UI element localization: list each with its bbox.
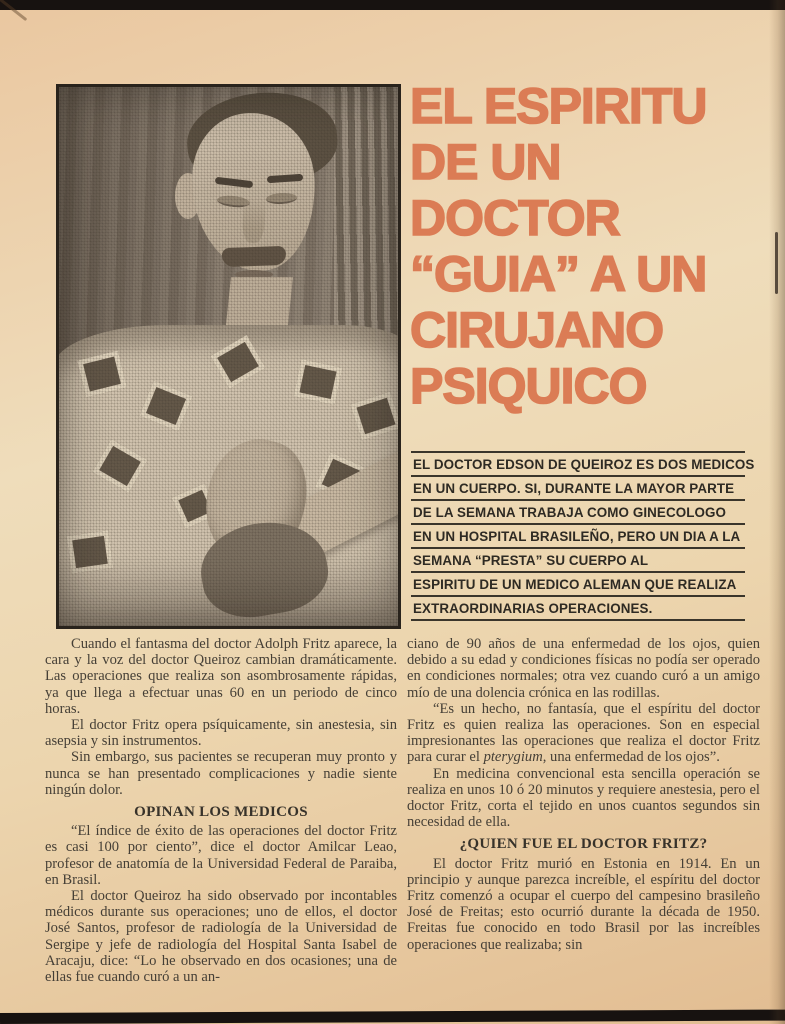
standfirst-line: EN UN CUERPO. SI, DURANTE LA MAYOR PARTE: [411, 475, 745, 499]
standfirst-line: DE LA SEMANA TRABAJA COMO GINECOLOGO: [411, 499, 745, 523]
page-edge-mark: [775, 232, 778, 294]
page-right-edge-shading: [769, 0, 785, 1024]
article-standfirst: [411, 451, 755, 621]
body-paragraph: El doctor Queiroz ha sido observado por incontables médicos durante sus operaciones; uno de ellos, el doctor José Santos, profesor de radiología de la Universidad de Sergipe y jefe de radiología del Hospital Santa Isabel de Aracaju, dice: “Lo he observado en dos ocasiones; una de ellas fue cuando curó a un an-: [45, 888, 397, 986]
section-heading-opinan-los-medicos: OPINAN LOS MEDICOS: [134, 804, 308, 821]
headline-line: CIRUJANO: [410, 302, 664, 358]
paragraph-text: “Es un hecho, no fantasía, que el espíritu del doctor Fritz es quien realiza las operaciones. Son en especial impresionantes las operaciones que realiza el doctor Fritz para curar el: [407, 700, 760, 766]
headline-line: DOCTOR: [410, 190, 620, 246]
standfirst-line: EL DOCTOR EDSON DE QUEIROZ ES DOS MEDICOS: [411, 451, 745, 475]
standfirst-line: ESPIRITU DE UN MEDICO ALEMAN QUE REALIZA: [411, 571, 745, 595]
body-paragraph: En medicina convencional esta sencilla operación se realiza en unos 10 ó 20 minutos y requiere anestesia, pero el doctor Fritz, corta el tejido en unos cuantos segundos sin necesidad de ella.: [407, 765, 760, 831]
section-heading-quien-fue-el-doctor-fritz: ¿QUIEN FUE EL DOCTOR FRITZ?: [459, 836, 708, 853]
body-paragraph: ciano de 90 años de una enfermedad de los ojos, quien debido a su edad y condiciones físicas no podía ser operado en condiciones normales; otra vez cuando curó a un amigo mío de una dolencia crónica en las rodillas.: [407, 636, 760, 701]
headline-line: EL ESPIRITU: [410, 78, 707, 134]
body-paragraph: El doctor Fritz opera psíquicamente, sin anestesia, sin asepsia y sin instrumentos.: [45, 717, 397, 750]
body-column-right: [407, 636, 760, 953]
article-photo: [56, 84, 401, 629]
scan-edge-top: [0, 0, 785, 10]
body-paragraph: Cuando el fantasma del doctor Adolph Fritz aparece, la cara y la voz del doctor Queiroz cambian dramáticamente. Las operaciones que realiza son asombrosamente rápidas, ya que llega a efectuar unas 60 en un periodo de cinco horas.: [45, 636, 397, 717]
body-paragraph: Sin embargo, sus pacientes se recuperan muy pronto y nunca se han presentado complicaciones y nadie siente ningún dolor.: [45, 749, 397, 798]
standfirst-line: EXTRAORDINARIAS OPERACIONES.: [411, 595, 745, 621]
italic-term-pterygium: pterygium: [483, 749, 543, 766]
article-headline: [410, 78, 762, 414]
body-paragraph: [407, 701, 760, 766]
headline-line: “GUIA” A UN: [410, 246, 707, 302]
photo-paper-tint-overlay: [59, 87, 398, 626]
body-paragraph: “El índice de éxito de las operaciones del doctor Fritz es casi 100 por ciento”, dice el doctor Amilcar Leao, profesor de anatomía de la Universidad Federal de Paraiba, en Brasil.: [45, 823, 397, 888]
paragraph-text: , una enfermedad de los ojos”.: [542, 749, 720, 766]
headline-line: DE UN: [410, 134, 561, 190]
scan-edge-bottom: [0, 1010, 785, 1024]
standfirst-line: EN UN HOSPITAL BRASILEÑO, PERO UN DIA A LA: [411, 523, 745, 547]
headline-line: PSIQUICO: [410, 358, 647, 414]
standfirst-line: SEMANA “PRESTA” SU CUERPO AL: [411, 547, 745, 571]
body-paragraph: El doctor Fritz murió en Estonia en 1914. En un principio y aunque parezca increíble, el espíritu del doctor Fritz comenzó a ocupar el cuerpo del campesino brasileño José de Freitas; esto ocurrió durante la década de 1950. Freitas fue conocido en todo Brasil por las increíbles operaciones que realizaba; sin: [407, 855, 760, 953]
body-column-left: [45, 636, 397, 985]
